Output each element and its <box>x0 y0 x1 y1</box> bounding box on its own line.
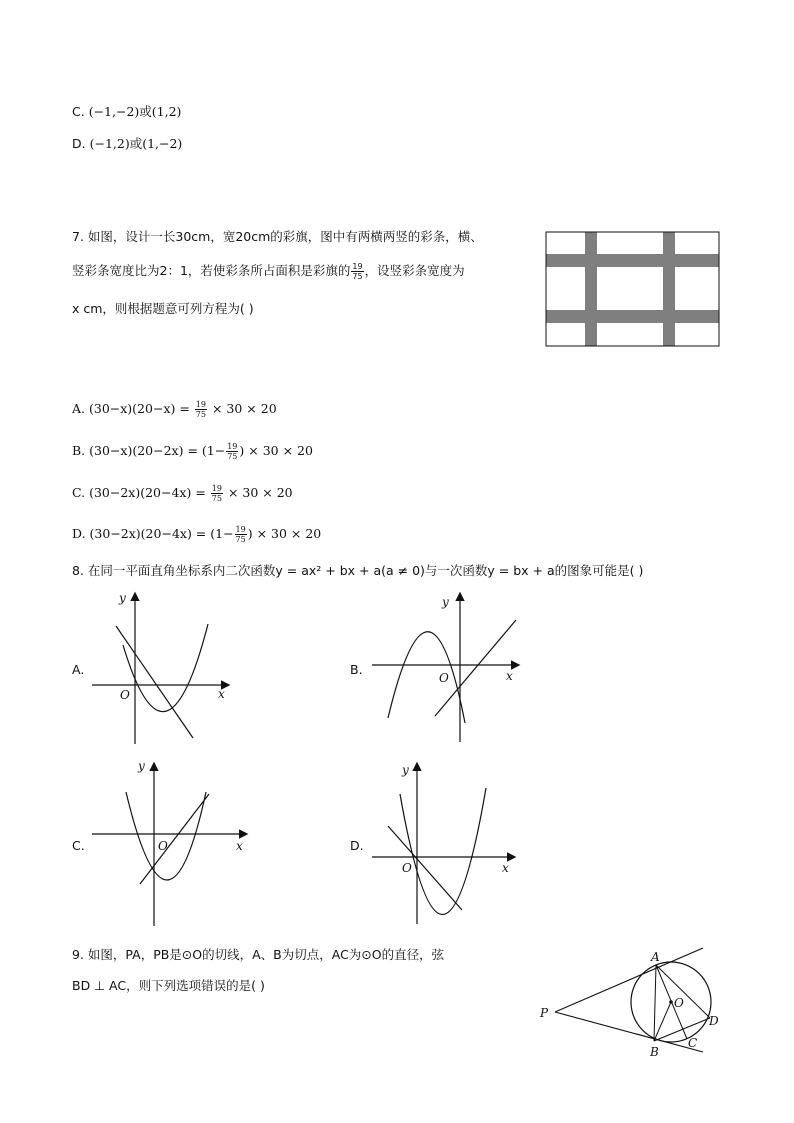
point-b-label: B <box>650 1045 659 1059</box>
y-axis-label: y <box>402 763 409 777</box>
linear-function <box>140 794 209 884</box>
q6-option-d <box>72 136 182 152</box>
point-c-label: C <box>688 1036 698 1050</box>
x-axis-label: x <box>236 839 243 853</box>
fraction <box>195 400 207 419</box>
horizontal-stripe <box>546 310 719 323</box>
x-axis-label: x <box>502 861 509 875</box>
fraction <box>235 525 247 544</box>
option-label: D. <box>72 526 86 541</box>
graph-a-label: A. <box>72 662 85 677</box>
equation-right: ) × 30 × 20 <box>247 526 322 541</box>
y-axis-label: y <box>442 595 449 609</box>
equation-left: (30−2x)(20−4x) = <box>89 485 206 500</box>
linear-function <box>388 826 462 910</box>
q9-stem-line1: 9. 如图，PA，PB是⊙O的切线，A、B为切点，AC为⊙O的直径，弦 <box>72 947 445 962</box>
option-label: C. <box>72 104 85 119</box>
q7-option-d <box>72 525 321 544</box>
q7-stem-line3: x cm，则根据题意可列方程为( ) <box>72 301 254 316</box>
graph-c-label: C. <box>72 838 85 853</box>
flag-border <box>546 232 719 346</box>
linear-function <box>435 620 516 716</box>
fraction-denominator: 75 <box>235 535 246 544</box>
q9-stem-line2: BD ⊥ AC，则下列选项错误的是( ) <box>72 978 265 993</box>
point-d-label: D <box>709 1014 719 1028</box>
center-point <box>669 1000 673 1004</box>
q7-option-b <box>72 442 313 461</box>
x-axis-label: x <box>506 669 513 683</box>
fraction-numerator: 19 <box>211 484 222 493</box>
horizontal-stripe <box>546 254 719 267</box>
segment-ad <box>656 965 710 1018</box>
x-axis-label: x <box>218 687 225 701</box>
fraction-denominator: 75 <box>352 272 363 281</box>
equation-right: × 30 × 20 <box>227 485 293 500</box>
equation-left: (30−x)(20−2x) = (1− <box>89 443 226 458</box>
graph-d <box>368 758 528 928</box>
equation-right: ) × 30 × 20 <box>239 443 313 458</box>
fraction-denominator: 75 <box>227 452 238 461</box>
q7-stem-text: ，设竖彩条宽度为 <box>364 263 465 278</box>
fraction-denominator: 75 <box>195 410 206 419</box>
graph-a <box>88 588 238 748</box>
y-axis-label: y <box>119 591 126 605</box>
q8-stem: 8. 在同一平面直角坐标系内二次函数y = ax² + bx + a(a ≠ 0)与一次函数y = bx + a的图象可能是( ) <box>72 563 644 578</box>
q7-stem-line1: 7. 如图，设计一长30cm，宽20cm的彩旗，图中有两横两竖的彩条，横、 <box>72 229 483 244</box>
origin-label: O <box>439 671 449 685</box>
option-label: B. <box>72 443 86 458</box>
graph-b-label: B. <box>350 662 363 677</box>
fraction <box>226 442 238 461</box>
point-o-label: O <box>674 996 684 1010</box>
segment-ab <box>654 965 656 1041</box>
origin-label: O <box>120 688 130 702</box>
fraction-numerator: 19 <box>227 442 238 451</box>
y-axis-label: y <box>138 759 145 773</box>
flag-figure <box>545 231 720 347</box>
vertical-stripe <box>585 232 597 346</box>
q7-stem-line2 <box>72 262 465 281</box>
graph-d-label: D. <box>350 838 364 853</box>
origin-label: O <box>158 839 168 853</box>
fraction <box>211 484 223 503</box>
parabola <box>126 792 206 880</box>
parabola <box>388 632 465 723</box>
option-text: (−1,−2)或(1,2) <box>88 104 182 119</box>
fraction-numerator: 19 <box>195 400 206 409</box>
point-p-label: P <box>540 1006 549 1020</box>
equation-left: (30−2x)(20−4x) = (1− <box>89 526 234 541</box>
point-a-label: A <box>651 950 660 964</box>
equation-right: × 30 × 20 <box>211 401 277 416</box>
option-label: C. <box>72 485 86 500</box>
q7-option-a <box>72 400 277 419</box>
q7-stem-text: 竖彩条宽度比为2：1，若使彩条所占面积是彩旗的 <box>72 263 351 278</box>
linear-function <box>116 626 193 738</box>
tangent-circle-figure <box>537 945 727 1060</box>
origin-label: O <box>402 861 412 875</box>
option-label: A. <box>72 401 86 416</box>
option-label: D. <box>72 136 86 151</box>
q7-option-c <box>72 484 293 503</box>
fraction-denominator: 75 <box>211 494 222 503</box>
parabola <box>400 788 486 915</box>
equation-left: (30−x)(20−x) = <box>89 401 190 416</box>
fraction-numerator: 19 <box>235 525 246 534</box>
tangent-pb <box>555 1012 703 1052</box>
option-text: (−1,2)或(1,−2) <box>89 136 183 151</box>
graph-b <box>368 588 528 748</box>
vertical-stripe <box>663 232 675 346</box>
graph-c <box>88 758 253 928</box>
q6-option-c <box>72 104 181 120</box>
fraction-numerator: 19 <box>352 262 363 271</box>
fraction <box>351 262 363 281</box>
